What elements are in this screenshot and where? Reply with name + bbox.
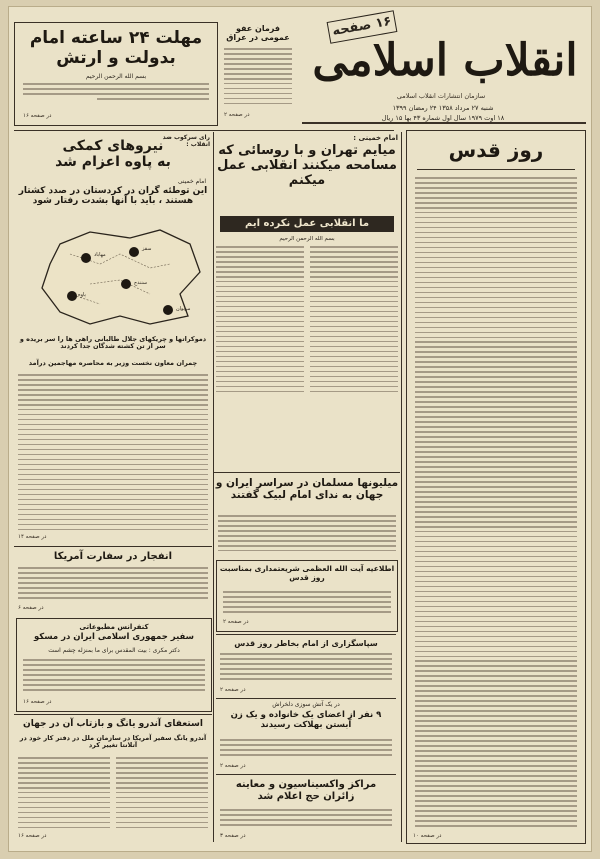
top-rule — [14, 130, 394, 131]
vaccination-text — [220, 809, 392, 831]
fire-kicker: در یک آتش سوزی دلخراش — [272, 701, 340, 708]
conference-text — [23, 659, 205, 697]
imam-bismillah: بسم الله الرحمن الرحیم — [279, 236, 335, 242]
forces-headline: نیروهای کمکی به پاوه اعزام شد — [55, 138, 171, 171]
vaccination-headline: مراکز واکسیناسیون و معاینه زائران حج اعلام شد — [235, 779, 377, 802]
imam-headline: میایم تهران و با روسائی که مسامحه میکنند انقلابی عمل میکنم — [217, 143, 397, 188]
imam-text-col2 — [216, 246, 304, 396]
map-label-3: سنندج — [134, 280, 148, 286]
shariatmadari-headline: اطلاعیه آیت الله العظمی شریعتمداری بمناسبت روز قدس — [219, 564, 395, 582]
map-label-1: مهاباد — [94, 252, 106, 258]
conference-subhead: دکتر مکری : بیت المقدس برای ما بمنزله چشم است — [48, 647, 180, 654]
explosion-text — [18, 567, 208, 603]
newspaper-front-page — [8, 6, 592, 852]
masthead-number: ۱۸ اوت ۱۹۷۹ سال اول شماره ۴۳ بها ۱۵ ریال — [381, 114, 505, 122]
fire-story — [216, 698, 396, 773]
qods-text — [415, 177, 577, 829]
masthead — [304, 12, 586, 122]
map-label-5: مریوان — [176, 306, 191, 312]
qods-day-column — [406, 130, 586, 844]
forces-text — [18, 374, 208, 536]
fire-continued: در صفحه ۲ — [220, 763, 246, 769]
imam-banner: ما انقلابی عمل نکرده ایم — [220, 216, 394, 232]
qods-continued: در صفحه ۱۰ — [413, 833, 442, 839]
shariatmadari-story — [216, 560, 398, 632]
imam-kicker: امام خمینی : — [353, 134, 398, 142]
forces-continued: در صفحه ۱۴ — [18, 534, 47, 540]
resignation-text-col1 — [116, 757, 208, 831]
map-graphic — [30, 224, 206, 332]
thanks-story — [216, 634, 396, 697]
masthead-date: شنبه ۲۷ مرداد ۱۳۵۸ ۲۴ رمضان ۱۳۹۹ — [392, 104, 494, 112]
conference-headline: سفیر جمهوری اسلامی ایران در مسکو — [33, 632, 195, 642]
amnesty-continued: در صفحه ۲ — [224, 112, 250, 118]
thanks-text — [220, 653, 392, 687]
qods-day-headline: روز قدس — [448, 138, 544, 162]
resignation-subhead: آندرو یانگ سفیر آمریکا در سازمان ملل در دفتر کار خود در آتلانتا تغییر کرد — [19, 734, 207, 750]
deadline-headline: مهلت ۲۴ ساعته امام بدولت و ارتش — [29, 28, 203, 68]
resignation-continued: در صفحه ۱۶ — [18, 833, 47, 839]
map-label-4: پاوه — [78, 292, 86, 298]
story-text — [23, 83, 209, 111]
resignation-headline: استعفای آندرو یانگ و بازتاب آن در جهان — [23, 719, 203, 729]
resignation-text-col2 — [18, 757, 110, 831]
imam-quote: این توطئه گران در کردستان در صدد کشتار هستند ، باید با آنها بشدت رفتار شود — [18, 186, 208, 207]
resignation-story — [14, 714, 212, 845]
explosion-headline: انفجار در سفارت آمریکا — [53, 551, 173, 562]
column-rule-1 — [213, 132, 214, 842]
continued-note: در صفحه ۱۶ — [23, 113, 52, 119]
millions-text — [218, 515, 396, 555]
millions-headline: میلیونها مسلمان در سراسر ایران و جهان به ندای امام لبیک گفتند — [215, 477, 399, 502]
paveh-forces-story — [14, 132, 212, 544]
amnesty-headline: فرمان عفو عمومی در عراق — [226, 24, 290, 43]
imam-quote-kicker: امام خمینی — [177, 178, 206, 185]
shariatmadari-continued: در صفحه ۲ — [223, 619, 249, 625]
imam-text-col1 — [310, 246, 398, 396]
newspaper-title: انقلاب اسلامی — [312, 35, 578, 86]
masthead-rule — [302, 122, 586, 124]
bismillah: بسم الله الرحمن الرحیم — [85, 73, 147, 80]
millions-story — [214, 472, 400, 559]
conference-story — [16, 618, 212, 712]
explosion-continued: در صفحه ۶ — [18, 605, 44, 611]
vaccination-story — [216, 774, 396, 845]
forces-kicker: رای سرکوب ضد انقلاب : — [162, 134, 210, 148]
thanks-headline: سپاسگزاری از امام بخاطر روز قدس — [234, 639, 378, 648]
map-label-2: سقز — [142, 246, 152, 252]
conference-continued: در صفحه ۱۶ — [23, 699, 52, 705]
issue-badge: ۱۶ صفحه — [327, 10, 398, 43]
fire-text — [220, 739, 392, 761]
fire-headline: ۹ نفر از اعضای یک خانواده و یک زن آبستن بهلاکت رسیدند — [230, 710, 382, 730]
top-left-story — [14, 22, 218, 126]
amnesty-story — [222, 22, 294, 122]
qods-rule — [417, 169, 575, 170]
amnesty-text — [224, 48, 292, 110]
imam-message-story — [214, 132, 400, 470]
kurdistan-map — [30, 224, 206, 332]
forces-caption: دموکراتها و چریکهای جلال طالبانی راهی ها را سر بریده و سر از تن کشته شدگان جدا کردند — [19, 335, 207, 351]
shariatmadari-text — [223, 591, 391, 619]
vaccination-continued: در صفحه ۳ — [220, 833, 246, 839]
chamran-subhead: چمران معاون نخست وزیر به محاصره مهاجمین درآمد — [28, 359, 198, 367]
masthead-subtitle: سازمان انتشارات انقلاب اسلامی — [396, 92, 486, 100]
explosion-story — [14, 546, 212, 615]
thanks-continued: در صفحه ۲ — [220, 687, 246, 693]
column-rule-2 — [401, 132, 402, 842]
conference-kicker: کنفرانس مطبوعاتی — [79, 623, 149, 631]
